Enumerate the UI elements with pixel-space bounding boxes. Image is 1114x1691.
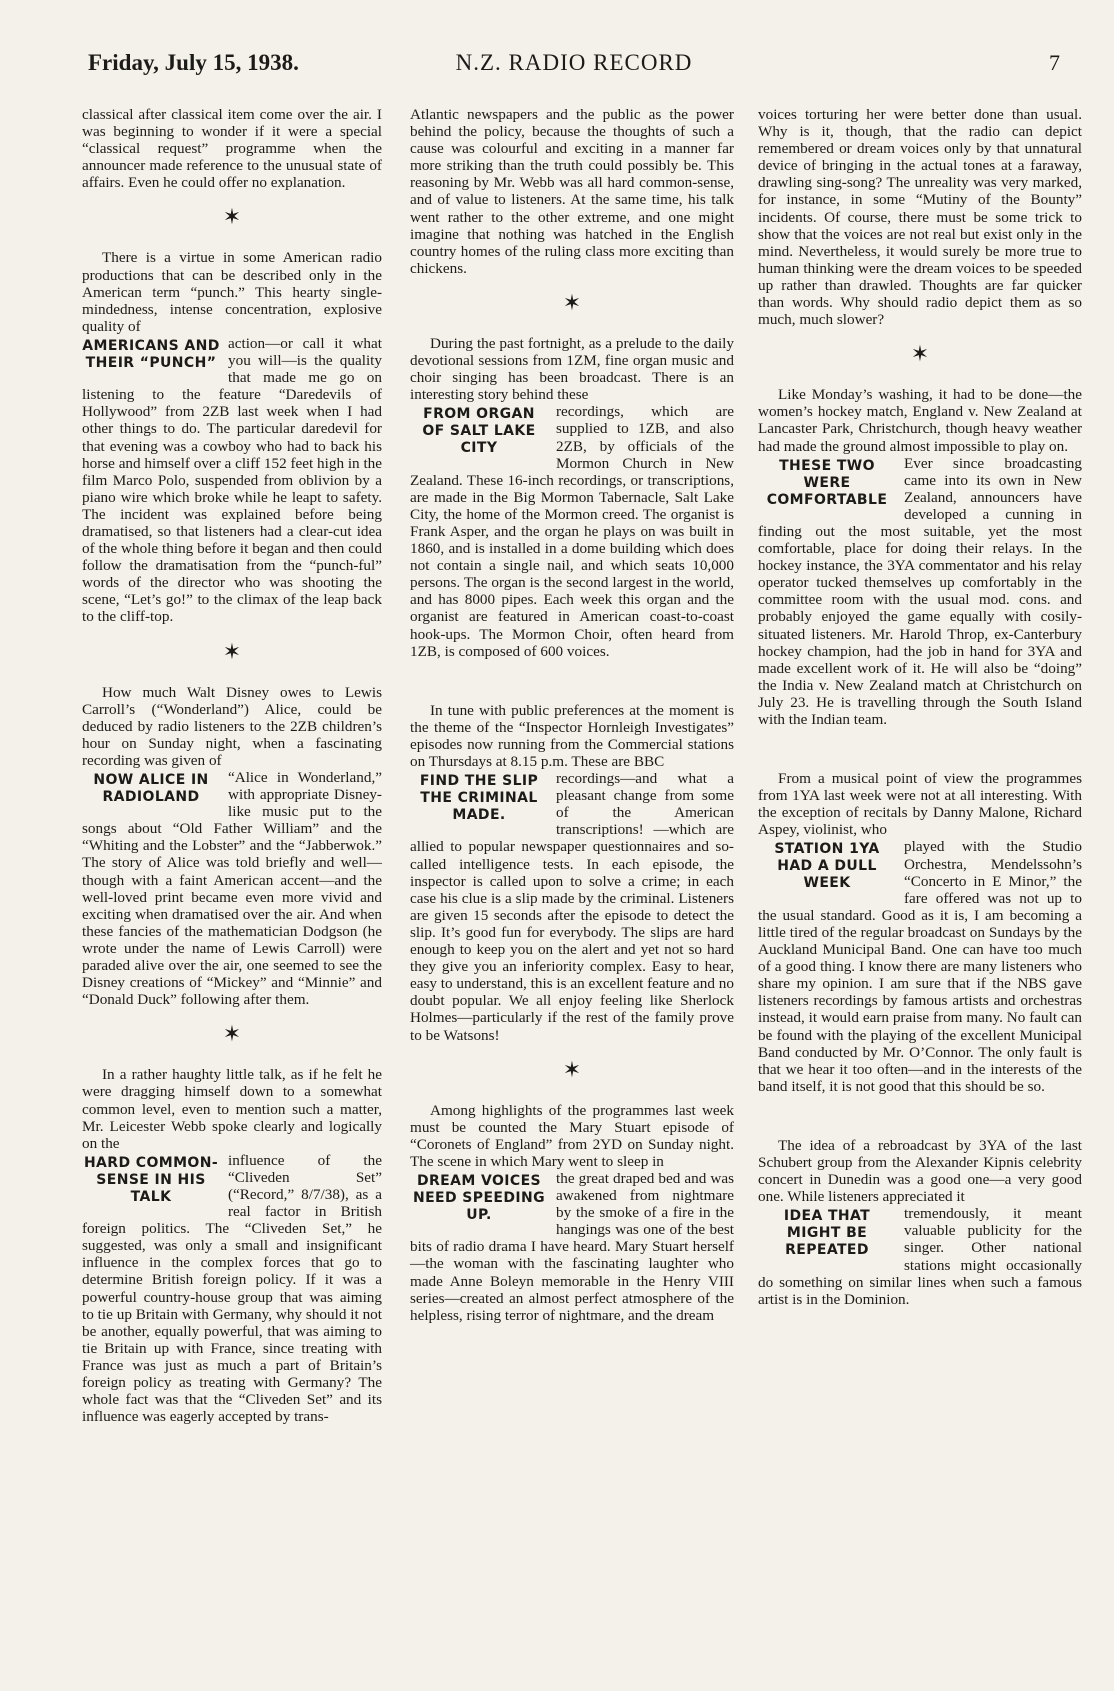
section-heading: STATION 1YA HAD A DULL WEEK (774, 841, 880, 892)
article-paragraph: recordings—and what a pleasant change from some of the American transcriptions! —which are allied to popular newspaper questionnaires and so-called intelligence tests. In each episode, the inspector is called upon to solve a crime; in each case his clue is a slip made by the criminal. Listeners are given 15 seconds after the episode to detect the slip. It’s good fun for everybody. The slips are hard enough to keep you on the alert and yet not so hard they give you an inferiority complex. Easy to hear, easy to understand, this is an excellent feature and no doubt popular. We all enjoy feeling like Sherlock Holmes—particularly if the rest of the family prove to be Watsons! (410, 770, 734, 1044)
article-paragraph: “Alice in Wonderland,” with appropriate Disney-like music put to the songs about “Old Father William” and the “Whiting and the Lobster” and the “Jabberwok.” The story of Alice was told briefly and well—though with a faint American accent—and the well-loved print became even more vivid and exciting when dramatised over the air. And when these fancies of the mathematician Dodgson (he wrote under the name of Lewis Carroll) were paraded alive over the air, one seemed to see the Disney creations of “Mickey” and “Minnie” and “Donald Duck” following after them. (82, 769, 382, 1009)
column-right (758, 106, 1082, 1308)
section-heading: AMERICANS AND THEIR “PUNCH” (82, 337, 220, 371)
publication-title: N.Z. RADIO RECORD (455, 50, 693, 75)
section-divider-star-icon: ✶ (562, 1056, 582, 1082)
article-paragraph: Among highlights of the programmes last week must be counted the Mary Stuart episode of “Coronets of England” from 2YD on Sunday night. The scene in which Mary went to sleep in (410, 1101, 734, 1170)
article-paragraph: played with the Studio Orchestra, Mendelssohn’s “Concerto in E Minor,” the fare offered was not up to the usual standard. Good as it is, I am becoming a little tired of the regular broadcast on Sundays by the Auckland Municipal Band. One can have too much of a good thing. I know there are many listeners who share my opinion. I am sure that if the NBS gave listeners recordings by famous artists and orchestras instead, it would earn praise from many. No fault can be found with the playing of the excellent Municipal Band conducted by Mr. O’Connor. The only fault is that we hear it too often—and in the interests of the band itself, it is not good that this should be so. (758, 838, 1082, 1095)
article-paragraph: In tune with public preferences at the moment is the theme of the “Inspector Hornleigh Investigates” episodes now running from the Commercial stations on Thursdays at 8.15 p.m. These are BBC (410, 701, 734, 770)
article-paragraph: There is a virtue in some American radio productions that can be described only in the American term “punch.” This hearty single-mindedness, intense concentration, explosive quality of (82, 249, 382, 335)
column-left (82, 106, 382, 1425)
column-middle (410, 106, 734, 1324)
article-paragraph: Ever since broadcasting came into its own in New Zealand, announcers have developed a cunning in finding out the most suitable, yet the most comfortable, place for doing their relays. In the hockey instance, the 3YA commentator and his relay operator tucked themselves up comfortably in the committee room with the usual mod. cons. and probably enjoyed the game equally with cosily-situated listeners. Mr. Harold Throp, ex-Canterbury hockey champion, had the job in hand for 3YA and made excellent work of it. He will also be “doing” the India v. New Zealand match at Christchurch on July 23. He is travelling through the South Island with the Indian team. (758, 454, 1082, 728)
section-divider-star-icon: ✶ (562, 289, 582, 315)
section-divider-star-icon: ✶ (222, 204, 242, 230)
section-heading: THESE TWO WERE COMFORTABLE (766, 457, 888, 508)
page-header (88, 50, 1060, 86)
article-paragraph: In a rather haughty little talk, as if he felt he were dragging himself down to a somewhat common level, even to mention such a matter, Mr. Leicester Webb spoke clearly and logically on the (82, 1066, 382, 1152)
section-heading: FROM ORGAN OF SALT LAKE CITY (422, 406, 536, 457)
article-paragraph: voices torturing her were better done than usual. Why is it, though, that the radio can depict remembered or dream voices only by that unnatural device of bringing in the actual tones at a faraway, drawling sing-song? The unreality was very marked, for instance, in some “Mutiny of the Bounty” incidents. Of course, there must be some trick to show that the voices are not real but exist only in the mind. Nevertheless, it would surely be more true to human thinking were the dream voices to be speeded up rather than drawled. Thoughts are far quicker than words. Why should radio depict them as so much, much slower? (758, 106, 1082, 329)
article-paragraph: tremendously, it meant valuable publicity for the singer. Other national stations might occasionally do something on similar lines when such a famous artist is in the Dominion. (758, 1205, 1082, 1308)
article-paragraph: Like Monday’s washing, it had to be done—the women’s hockey match, England v. New Zealand at Lancaster Park, Christchurch, though heavy weather had made the ground almost impossible to play on. (758, 386, 1082, 455)
article-paragraph: How much Walt Disney owes to Lewis Carroll’s (“Wonderland”) Alice, could be deduced by radio listeners to the 2ZB children’s hour on Sunday night, when a fascinating recording was given of (82, 683, 382, 769)
section-heading: IDEA THAT MIGHT BE REPEATED (783, 1208, 871, 1259)
article-paragraph: During the past fortnight, as a prelude to the daily devotional sessions from 1ZM, fine organ music and choir singing has been broadcast. There is an interesting story behind these (410, 334, 734, 404)
section-heading: HARD COMMON-SENSE IN HIS TALK (83, 1154, 219, 1205)
column-spacer (410, 660, 734, 702)
issue-date: Friday, July 15, 1938. (88, 50, 299, 75)
article-paragraph: influence of the “Cliveden Set” (“Record,” 8/7/38), as a real factor in British foreign politics. The “Cliveden Set,” he suggested, was only a small and insignificant influence in the complex forces that go to determine British foreign policy. If it was a powerful country-house group that was aiming to tie up Britain with Germany, why should it not be another, equally powerful, that was aiming to tie Britain up with France, since treating with France was just as much a part of Britain’s foreign policy as treating with Germany? The whole fact was that the “Cliveden Set” and its influence was eagerly accepted by trans- (82, 1151, 382, 1426)
section-heading: DREAM VOICES NEED SPEEDING UP. (412, 1172, 546, 1223)
article-paragraph: From a musical point of view the programmes from 1YA last week were not at all interesting. With the exception of recitals by Danny Malone, Richard Aspey, violinist, who (758, 770, 1082, 839)
article-paragraph: recordings, which are supplied to 1ZB, and also 2ZB, by officials of the Mormon Church in New Zealand. These 16-inch recordings, or transcriptions, are made in the Big Mormon Tabernacle, Salt Lake City, the home of the Mormon creed. The organist is Frank Asper, and the organ he plays on was built in 1860, and is installed in a dome building which does not contain a single nail, and which seats 10,000 persons. The organ is the second largest in the world, and has 8000 pipes. Each week this organ and the organist are featured in American coast-to-coast hook-ups. The Mormon Choir, often heard from 1ZB, is composed of 600 voices. (410, 403, 734, 660)
section-divider-star-icon: ✶ (222, 638, 242, 664)
section-heading: FIND THE SLIP THE CRIMINAL MADE. (419, 773, 539, 824)
article-paragraph: The idea of a rebroadcast by 3YA of the last Schubert group from the Alexander Kipnis celebrity concert in Dunedin was a good one—a very good one. While listeners appreciated it (758, 1136, 1082, 1206)
section-divider-star-icon: ✶ (910, 341, 930, 367)
section-heading: NOW ALICE IN RADIOLAND (93, 772, 209, 805)
article-paragraph: action—or call it what you will—is the quality that made me go on listening to the feature “Daredevils of Hollywood” from 2ZB last week when I had other things to do. The particular daredevil for that evening was a cowboy who had to back his horse and himself over a cliff 152 feet high in the film Marco Polo, suspended from oblivion by a piano wire which broke while he leapt to safety. The incident was explained before being dramatised, so that listeners had a clear-cut idea of the whole thing before it began and then could follow the dramatisation from the “punch-ful” words of the director who was shooting the scene, “Let’s go!” to the climax of the leap back to the cliff-top. (82, 334, 383, 626)
section-divider-star-icon: ✶ (222, 1021, 242, 1047)
column-spacer (758, 1095, 1082, 1137)
article-paragraph: Atlantic newspapers and the public as the power behind the policy, because the thoughts of such a cause was colourful and exciting in a manner far more striking than the truth could possibly be. This reasoning by Mr. Webb was all hard common-sense, and of value to listeners. At the same time, his talk went rather to the other extreme, and one might imagine that nothing was hatched in the English country homes of the ruling class more exciting than chickens. (410, 106, 734, 277)
column-spacer (758, 728, 1082, 770)
article-paragraph: the great draped bed and was awakened from nightmare by the smoke of a fire in the hangings was one of the best bits of radio drama I have heard. Mary Stuart herself—the woman with the fascinating laughter who made Anne Boleyn memorable in the Henry VIII series—created an almost perfect atmosphere of the helpless, rising terror of nightmare, and the dream (410, 1169, 734, 1324)
article-paragraph: classical after classical item come over the air. I was beginning to wonder if it were a special “classical request” programme when the announcer made reference to the unusual state of affairs. Even he could offer no explanation. (82, 106, 382, 192)
page-number: 7 (1049, 50, 1060, 75)
